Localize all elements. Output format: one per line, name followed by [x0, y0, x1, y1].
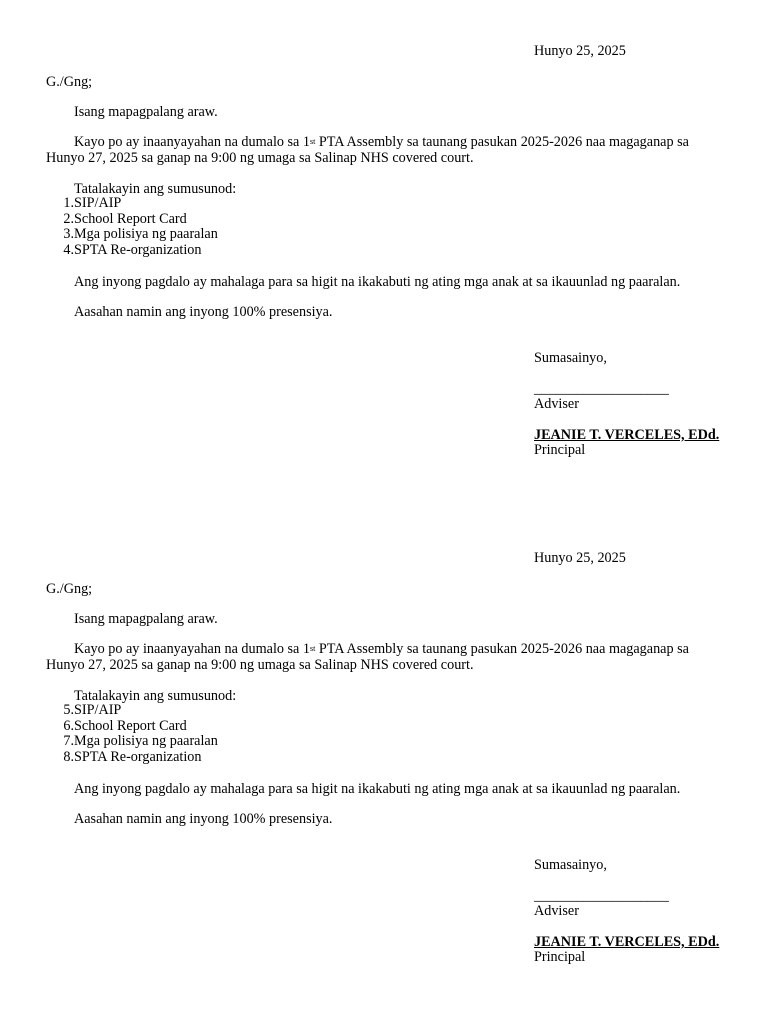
agenda-item-number: 1.	[63, 195, 74, 211]
signature-line: ___________________	[534, 888, 669, 904]
agenda-item-text: SPTA Re-organization	[74, 241, 202, 258]
agenda-item-number: 7.	[63, 733, 74, 749]
agenda-item-text: School Report Card	[74, 210, 187, 227]
greeting: Isang mapagpalang araw.	[74, 104, 218, 120]
principal-title: Principal	[534, 442, 586, 458]
adviser-label: Adviser	[534, 903, 579, 919]
closing: Sumasainyo,	[534, 857, 607, 873]
invitation-text-end: PTA Assembly sa taunang pasukan 2025-2026 naa magaganap sa Hunyo 27, 2025 sa ganap na 9:00 ng umaga sa Salinap NHS covered court.	[46, 134, 689, 166]
agenda-item-number: 5.	[63, 702, 74, 718]
salutation: G./Gng;	[46, 74, 93, 90]
principal-title: Principal	[534, 949, 586, 965]
principal-name: JEANIE T. VERCELES, EDd.	[534, 427, 720, 443]
expectation-paragraph: Aasahan namin ang inyong 100% presensiya.	[74, 304, 333, 320]
invitation-text-start: Kayo po ay inaanyayahan na dumalo sa 1	[74, 134, 310, 150]
agenda-item-text: Mga polisiya ng paaralan	[74, 733, 218, 749]
agenda-item	[46, 748, 202, 766]
adviser-label: Adviser	[534, 396, 579, 412]
importance-paragraph: Ang inyong pagdalo ay mahalaga para sa higit na ikakabuti ng ating mga anak at sa ikauunlad ng paaralan.	[74, 781, 681, 797]
letter-date: Hunyo 25, 2025	[534, 43, 626, 59]
ordinal-suffix: st	[310, 137, 316, 146]
invitation-paragraph	[46, 135, 726, 166]
agenda-item	[46, 195, 122, 212]
invitation-text-start: Kayo po ay inaanyayahan na dumalo sa 1	[74, 641, 310, 657]
greeting: Isang mapagpalang araw.	[74, 611, 218, 627]
agenda-item-text: School Report Card	[74, 717, 187, 734]
signature-line: ___________________	[534, 381, 669, 397]
agenda-item	[46, 702, 122, 719]
closing: Sumasainyo,	[534, 350, 607, 366]
agenda-item-text: SIP/AIP	[74, 702, 122, 718]
agenda-item-text: Mga polisiya ng paaralan	[74, 226, 218, 242]
agenda-intro: Tatalakayin ang sumusunod:	[74, 688, 237, 704]
invitation-paragraph	[46, 642, 726, 673]
agenda-item-text: SPTA Re-organization	[74, 748, 202, 765]
agenda-item	[46, 717, 187, 735]
agenda-item	[46, 210, 187, 228]
agenda-list	[46, 702, 218, 765]
letter-2	[46, 545, 726, 1015]
agenda-item	[46, 241, 202, 259]
agenda-list	[46, 195, 218, 258]
agenda-item	[46, 226, 218, 243]
salutation: G./Gng;	[46, 581, 93, 597]
expectation-paragraph: Aasahan namin ang inyong 100% presensiya.	[74, 811, 333, 827]
ordinal-suffix: st	[310, 644, 316, 653]
invitation-text-end: PTA Assembly sa taunang pasukan 2025-2026 naa magaganap sa Hunyo 27, 2025 sa ganap na 9:00 ng umaga sa Salinap NHS covered court.	[46, 641, 689, 673]
letter-date: Hunyo 25, 2025	[534, 550, 626, 566]
agenda-item-number: 6.	[63, 717, 74, 734]
agenda-intro: Tatalakayin ang sumusunod:	[74, 181, 237, 197]
letter-1	[46, 38, 726, 508]
agenda-item-text: SIP/AIP	[74, 195, 122, 211]
agenda-item-number: 4.	[63, 241, 74, 258]
importance-paragraph: Ang inyong pagdalo ay mahalaga para sa higit na ikakabuti ng ating mga anak at sa ikauunlad ng paaralan.	[74, 274, 681, 290]
agenda-item	[46, 733, 218, 750]
agenda-item-number: 8.	[63, 748, 74, 765]
agenda-item-number: 2.	[63, 210, 74, 227]
agenda-item-number: 3.	[63, 226, 74, 242]
principal-name: JEANIE T. VERCELES, EDd.	[534, 934, 720, 950]
